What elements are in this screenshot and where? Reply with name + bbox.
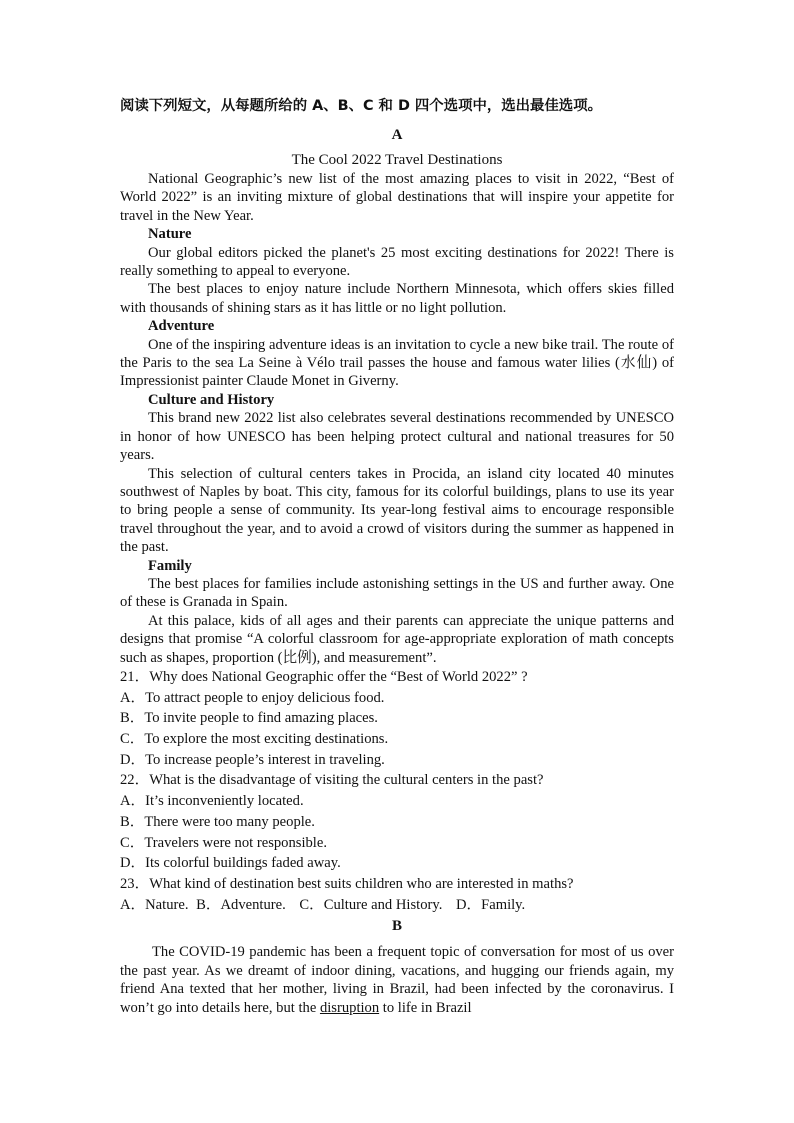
- intro-paragraph: National Geographic’s new list of the most amazing places to visit in 2022, “Best of World 2022” is an inviting mixture of global destinations that will inspire your appetite for travel in the New Year.: [120, 171, 674, 224]
- culture-paragraph-2: This selection of cultural centers takes in Procida, an island city located 40 minutes southwest of Naples by boat. This city, famous for its colorful buildings, plans to use its year to bring people a sense of community. Its year-long festival aims to encourage responsible travel throughout the year, and to avoid a crowd of visitors during the summer as happened in the past.: [120, 465, 674, 556]
- b-text-after: to life in Brazil: [379, 999, 472, 1016]
- option-b: B．There were too many people.: [120, 813, 315, 830]
- option-d: D．Family.: [456, 896, 526, 913]
- instruction: 阅读下列短文，从每题所给的 A、B、C 和 D 四个选项中，选出最佳选项。: [120, 98, 602, 114]
- heading-culture-history: Culture and History: [148, 391, 275, 408]
- option-d: D．To increase people’s interest in traveling.: [120, 751, 385, 768]
- options-row: [120, 895, 674, 916]
- culture-paragraph-1: This brand new 2022 list also celebrates several destinations recommended by UNESCO in honor of how UNESCO has been helping protect cultural and national treasures for 50 years.: [120, 410, 674, 464]
- adventure-paragraph: One of the inspiring adventure ideas is an invitation to cycle a new bike trail. The route of the Paris to the sea La Seine à Vélo trail passes the house and famous water lilies (水仙) of Impressionist painter Claude Monet in Giverny.: [120, 336, 674, 390]
- question-stem: 23．What kind of destination best suits children who are interested in maths?: [120, 876, 574, 892]
- question-21: [120, 667, 674, 771]
- nature-paragraph-1: Our global editors picked the planet's 25 most exciting destinations for 2022! There is really something to appeal to everyone.: [120, 244, 674, 280]
- family-paragraph-1: The best places for families include astonishing settings in the US and further away. One of these is Granada in Spain.: [120, 575, 674, 611]
- section-a-label: A: [391, 127, 403, 143]
- passage-title: The Cool 2022 Travel Destinations: [291, 152, 503, 168]
- option-a: A．Nature.: [120, 896, 189, 913]
- option-c: C．To explore the most exciting destinations.: [120, 731, 389, 748]
- section-b-label: B: [391, 918, 402, 935]
- heading-family: Family: [148, 557, 192, 574]
- section-b-paragraph: [120, 943, 674, 1017]
- b-text-before: The COVID-19 pandemic has been a frequent topic of conversation for most of us over the past year. As we dreamt of indoor dining, vacations, and hugging our friends again, my friend Ana texted that her mother, living in Brazil, had been infected by the coronavirus. I won’t go into details here, but the: [120, 944, 674, 1016]
- document-page: [120, 94, 674, 1017]
- option-c: C．Culture and History.: [299, 896, 443, 913]
- nature-paragraph-2: The best places to enjoy nature include Northern Minnesota, which offers skies filled with thousands of shining stars as it has little or no light pollution.: [120, 281, 674, 316]
- heading-nature: Nature: [148, 226, 192, 243]
- question-stem: 21．Why does National Geographic offer the “Best of World 2022” ?: [120, 668, 528, 685]
- heading-adventure: Adventure: [148, 318, 215, 335]
- question-stem: 22．What is the disadvantage of visiting the cultural centers in the past?: [120, 772, 544, 789]
- underlined-word: disruption: [319, 999, 380, 1016]
- option-d: D．Its colorful buildings faded away.: [120, 855, 341, 872]
- family-paragraph-2: At this palace, kids of all ages and their parents can appreciate the unique patterns and designs that promise “A colorful classroom for age-appropriate exploration of math concepts such as shapes, proportion (比例), and measurement”.: [120, 612, 674, 666]
- option-b: B．Adventure.: [196, 896, 286, 913]
- option-b: B．To invite people to find amazing places.: [120, 710, 378, 727]
- question-23: [120, 874, 674, 915]
- option-c: C．Travelers were not responsible.: [120, 834, 327, 851]
- question-22: [120, 770, 674, 874]
- option-a: A．It’s inconveniently located.: [120, 793, 304, 810]
- option-a: A．To attract people to enjoy delicious food.: [120, 689, 385, 706]
